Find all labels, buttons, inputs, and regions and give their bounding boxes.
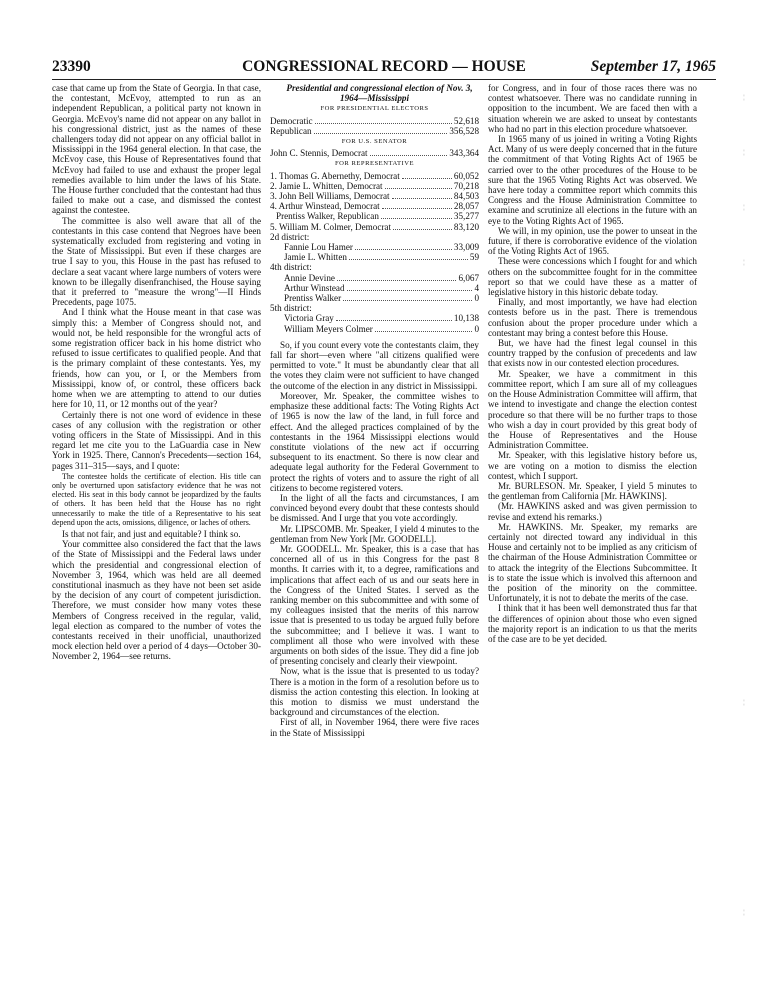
returns-row [270,181,479,191]
paragraph: The committee is also well aware that all of the contestants in this case contend that Negroes have been systematically excluded from registering and voting in the State of Mississippi. But even if these charges are true I say to you, this House in the past has refused to declare a seat vacant where large numbers of voters were known to be illegally disenfranchised, the House saying that it preferred to "measure the wrong"—II Hinds Precedents, page 1075. [52,215,261,308]
paragraph: We will, in my opinion, use the power to unseat in the future, if there is corroborative evidence of the violation of the Voting Rights Act of 1965. [488,225,697,257]
vote-count: 28,057 [453,201,479,212]
candidate-name: Victoria Gray [284,313,334,324]
paragraph: Moreover, Mr. Speaker, the committee wishes to emphasize these additional facts: The Voting Rights Act of 1965 is now the law of the land, in full force and effect. And the alleged practices complained of by the contestants in the 1964 Mississippi elections would constitute violations of the new act if occurring subsequent to its enactment. So there is now clear and adequate legal authority for the Federal Government to protect the rights of voters and to assure the right of all citizens to become registered voters. [270,390,479,493]
returns-row [270,211,479,221]
dot-leader [385,188,452,189]
candidate-name: 3. John Bell Williams, Democrat [270,191,390,202]
paragraph: Is that not fair, and just and equitable? I think so. [62,528,241,539]
candidate-name: Fannie Lou Hamer [284,242,353,253]
dot-leader [392,198,452,199]
vote-count: 356,528 [449,125,479,136]
column-middle [270,83,479,738]
issue-date: September 17, 1965 [590,58,716,75]
dot-leader [393,229,452,230]
paragraph: In 1965 many of us joined in writing a Voting Rights Act. Many of us were deeply concerned that in the future the commitment of that Voting Rights Act of 1965 be carried over to the other procedures of the House to be sure that the 1965 Voting Rights Act was observed. We have here today a committee report which commits this Congress and the House Administration Committee to examine and scrutinize all elections in the future with an eye to the Voting Rights Act of 1965. [488,134,697,226]
election-returns-table [270,83,479,334]
column-left [52,83,261,662]
candidate-name: Prentiss Walker, Republican [276,211,379,222]
vote-count: 35,277 [453,211,479,222]
returns-row [270,222,479,232]
paragraph: But, we have had the finest legal counsel in this country trapped by the confusion of precedents and law that exists now in our contested election procedures. [488,338,697,369]
paragraph: Mr. GOODELL. Mr. Speaker, this is a case that has concerned all of us in this Congress for the past 8 months. It carries with it, to a degree, ramifications and implications that affect each of us and our seats here in the Congress of the United States. I served as the ranking member on this subcommittee and with some of my colleagues insisted that the merits of this narrow issue that is presented to us today be argued fully before the subcommittee; and I believe it was. I want to compliment all those who were involved with these arguments on both sides of the issue. They did a fine job of presenting concisely and clearly their viewpoint. [270,543,479,667]
margin-mark: ¦ [743,260,747,266]
margin-mark: ¦ [743,205,747,211]
paragraph: Mr. Speaker, we have a commitment in this committee report, which I am sure all of my colleagues on the House Administration Committee will affirm, that we intend to investigate and change the election contest procedure so that there will be no further traps to those who wish a day in court provided by this great body of the House of Representatives and the House Administration Committee. [488,368,697,451]
district-label: 2d district: [270,231,310,242]
candidate-name: John C. Stennis, Democrat [270,148,368,159]
paragraph: Mr. HAWKINS. Mr. Speaker, my remarks are certainly not directed toward any individual in this House and certainly not to be implied as any criticism of the chairman of the House Administration Committee or to attack the integrity of the Elections Subcommittee. It is to state the issue which is involved this afternoon and the position of the minority on the committee. Unfortunately, it is not to debate the merits of the case. [488,521,697,604]
paragraph: I think that it has been well demonstrated thus far that the differences of opinion about those who even signed the majority report is an indication to us that the merits of the case are to be yet decided. [488,603,697,644]
dot-leader [337,280,457,281]
column-right [488,83,697,644]
returns-row [270,252,479,262]
dot-leader [347,290,473,291]
candidate-name: Arthur Winstead [284,282,345,293]
vote-count: 84,503 [453,191,479,202]
returns-row [270,283,479,293]
paragraph: First of all, in November 1964, there were five races in the State of Mississippi [270,717,479,738]
paragraph: Your committee also considered the fact that the laws of the State of Mississippi and the Federal laws under which the presidential and congressional election of November 3, 1964, which was held are all deemed constitutional inasmuch as they have not been set aside by the decision of any court of competent jurisdiction. Therefore, we must consider how many votes these Members of Congress received in the regular, valid, legal election as compared to the number of votes the contestants received in their unofficial, unauthorized mock election held over a period of 4 days—October 30-November 2, 1964—see returns. [52,539,261,662]
paragraph: Mr. BURLESON. Mr. Speaker, I yield 5 minutes to the gentleman from California [Mr. HAWKINS]. [488,480,697,502]
paragraph: In the light of all the facts and circumstances, I am convinced beyond every doubt that these contests should be dismissed. And I urge that you vote accordingly. [270,492,479,524]
vote-count: 343,364 [449,148,479,159]
dot-leader [343,300,472,301]
candidate-name: Annie Devine [284,272,335,283]
candidate-name: 1. Thomas G. Abernethy, Democrat [270,170,400,181]
margin-mark: ¦ [743,95,747,101]
paragraph: Mr. Speaker, with this legislative history before us, we are voting on a motion to dismiss the election contest, which I support. [488,450,697,481]
returns-row [270,171,479,181]
margin-mark: ¦ [743,150,747,156]
senator-label: FOR U.S. SENATOR [341,138,408,146]
dot-leader [336,320,452,321]
returns-row [270,126,479,136]
vote-count: 60,052 [453,170,479,181]
candidate-name: Democratic [270,115,313,126]
dot-leader [370,155,448,156]
returns-row [270,242,479,252]
returns-row [270,116,479,126]
block-quote: The contestee holds the certificate of election. His title can only be overturned upon satisfactory evidence that he was not elected. His seat in this body cannot be jeopardized by the faults of others. It has been held that the House has no right unnecessarily to make the title of a Representative to his seat depend upon the acts, omissions, diligence, or laches of others. [52,471,261,527]
returns-row [270,191,479,201]
page-number: 23390 [52,58,91,75]
vote-count: 52,618 [453,115,479,126]
candidate-name: Prentiss Walker [284,293,342,304]
candidate-name: William Meyers Colmer [284,323,373,334]
dot-leader [314,133,448,134]
returns-row [270,273,479,283]
vote-count: 10,138 [453,313,479,324]
paragraph: Now, what is the issue that is presented to us today? There is a motion in the form of a resolution before us to dismiss the action contesting this election. In looking at this motion to dismiss we must understand the background and circumstances of the election. [270,666,479,718]
returns-heading: Presidential and congressional election of Nov. 3, 1964—Mississippi [286,83,473,104]
margin-mark: ¦ [743,910,747,916]
vote-count: 4 [474,282,479,293]
page-header [52,58,716,78]
presidential-electors-label: FOR PRESIDENTIAL ELECTORS [320,105,429,113]
candidate-name: Republican [270,125,312,136]
paragraph: These were concessions which I fought for and which others on the subcommittee fought for in the committee report so that we could have these as a matter of legislative history in this historic debate today. [488,256,697,298]
vote-count: 33,009 [453,242,479,253]
dot-leader [402,178,452,179]
publication-title: CONGRESSIONAL RECORD — HOUSE [242,58,526,75]
paragraph: So, if you count every vote the contestants claim, they fall far short—even where "all citizens qualified were permitted to vote." It must be abundantly clear that all the votes they claim were not sufficient to have changed the outcome of the election in any district in Mississippi. [270,339,479,391]
candidate-name: 4. Arthur Winstead, Democrat [270,201,380,212]
returns-row [270,201,479,211]
district-label: 5th district: [270,303,312,314]
vote-count: 59 [469,252,479,263]
paragraph: Mr. LIPSCOMB. Mr. Speaker, I yield 4 minutes to the gentleman from New York [Mr. GOODELL]. [270,523,479,544]
returns-row [270,324,479,334]
paragraph: (Mr. HAWKINS asked and was given permission to revise and extend his remarks.) [488,501,697,522]
margin-mark: ¦ [743,700,747,706]
dot-leader [349,259,468,260]
vote-count: 0 [474,293,479,304]
returns-row [270,293,479,303]
candidate-name: Jamie L. Whitten [284,252,347,263]
candidate-name: 5. William M. Colmer, Democrat [270,221,391,232]
district-label: 4th district: [270,262,312,273]
vote-count: 0 [474,323,479,334]
paragraph: for Congress, and in four of those races there was no contest whatsoever. There was no candidate running in opposition to the incumbent. We are faced then with a situation wherein we are asked to unseat by contestants who had no part in this election procedure whatsoever. [488,83,697,134]
dot-leader [355,249,452,250]
representative-label: FOR REPRESENTATIVE [335,160,414,168]
returns-row [270,313,479,323]
paragraph: case that came up from the State of Georgia. In that case, the contestant, McEvoy, attempted to run as an independent Republican, a political party not known in Georgia. McEvoy's name did not appear on any ballot in his congressional district, just as the names of these challengers today did not appear on any official ballot in Mississippi in the 1964 general election. In that case, the McEvoy case, this House of Representatives found that McEvoy had failed to use and exhaust the proper legal remedies available to him under the laws of his State. The House further concluded that the contestant had thus failed to make out a case, and dismissed the contest against the contestee. [52,83,261,216]
dot-leader [382,208,452,209]
header-rule [52,79,716,80]
candidate-name: 2. Jamie L. Whitten, Democrat [270,180,383,191]
paragraph: Certainly there is not one word of evidence in these cases of any collusion with the registration or other voting officers in the State of Mississippi. And in this regard let me cite you to the LaGuardia case in New York in 1925. There, Cannon's Precedents—section 164, pages 311–315—says, and I quote: [52,409,261,471]
dot-leader [381,218,452,219]
dot-leader [315,123,452,124]
dot-leader [375,331,473,332]
returns-row [270,148,479,158]
paragraph: And I think what the House meant in that case was simply this: a Member of Congress should not, and would not, be held responsible for the wrongful acts of some registration officer back in his home district who refused to issue certificates to qualified people. And that is the primary complaint of these contestants. Yes, my friends, how can you, or I, or the Members from Mississippi, know of, or control, these officers back home when we are attempting to attend to our duties here for 10, 11, or 12 months out of the year? [52,307,261,410]
vote-count: 70,218 [453,180,479,191]
paragraph: Finally, and most importantly, we have had election contests before us in the past. There is tremendous confusion about the proper procedure under which a contestant may bring a contest before this House. [488,297,697,338]
vote-count: 83,120 [453,221,479,232]
vote-count: 6,067 [458,272,479,283]
